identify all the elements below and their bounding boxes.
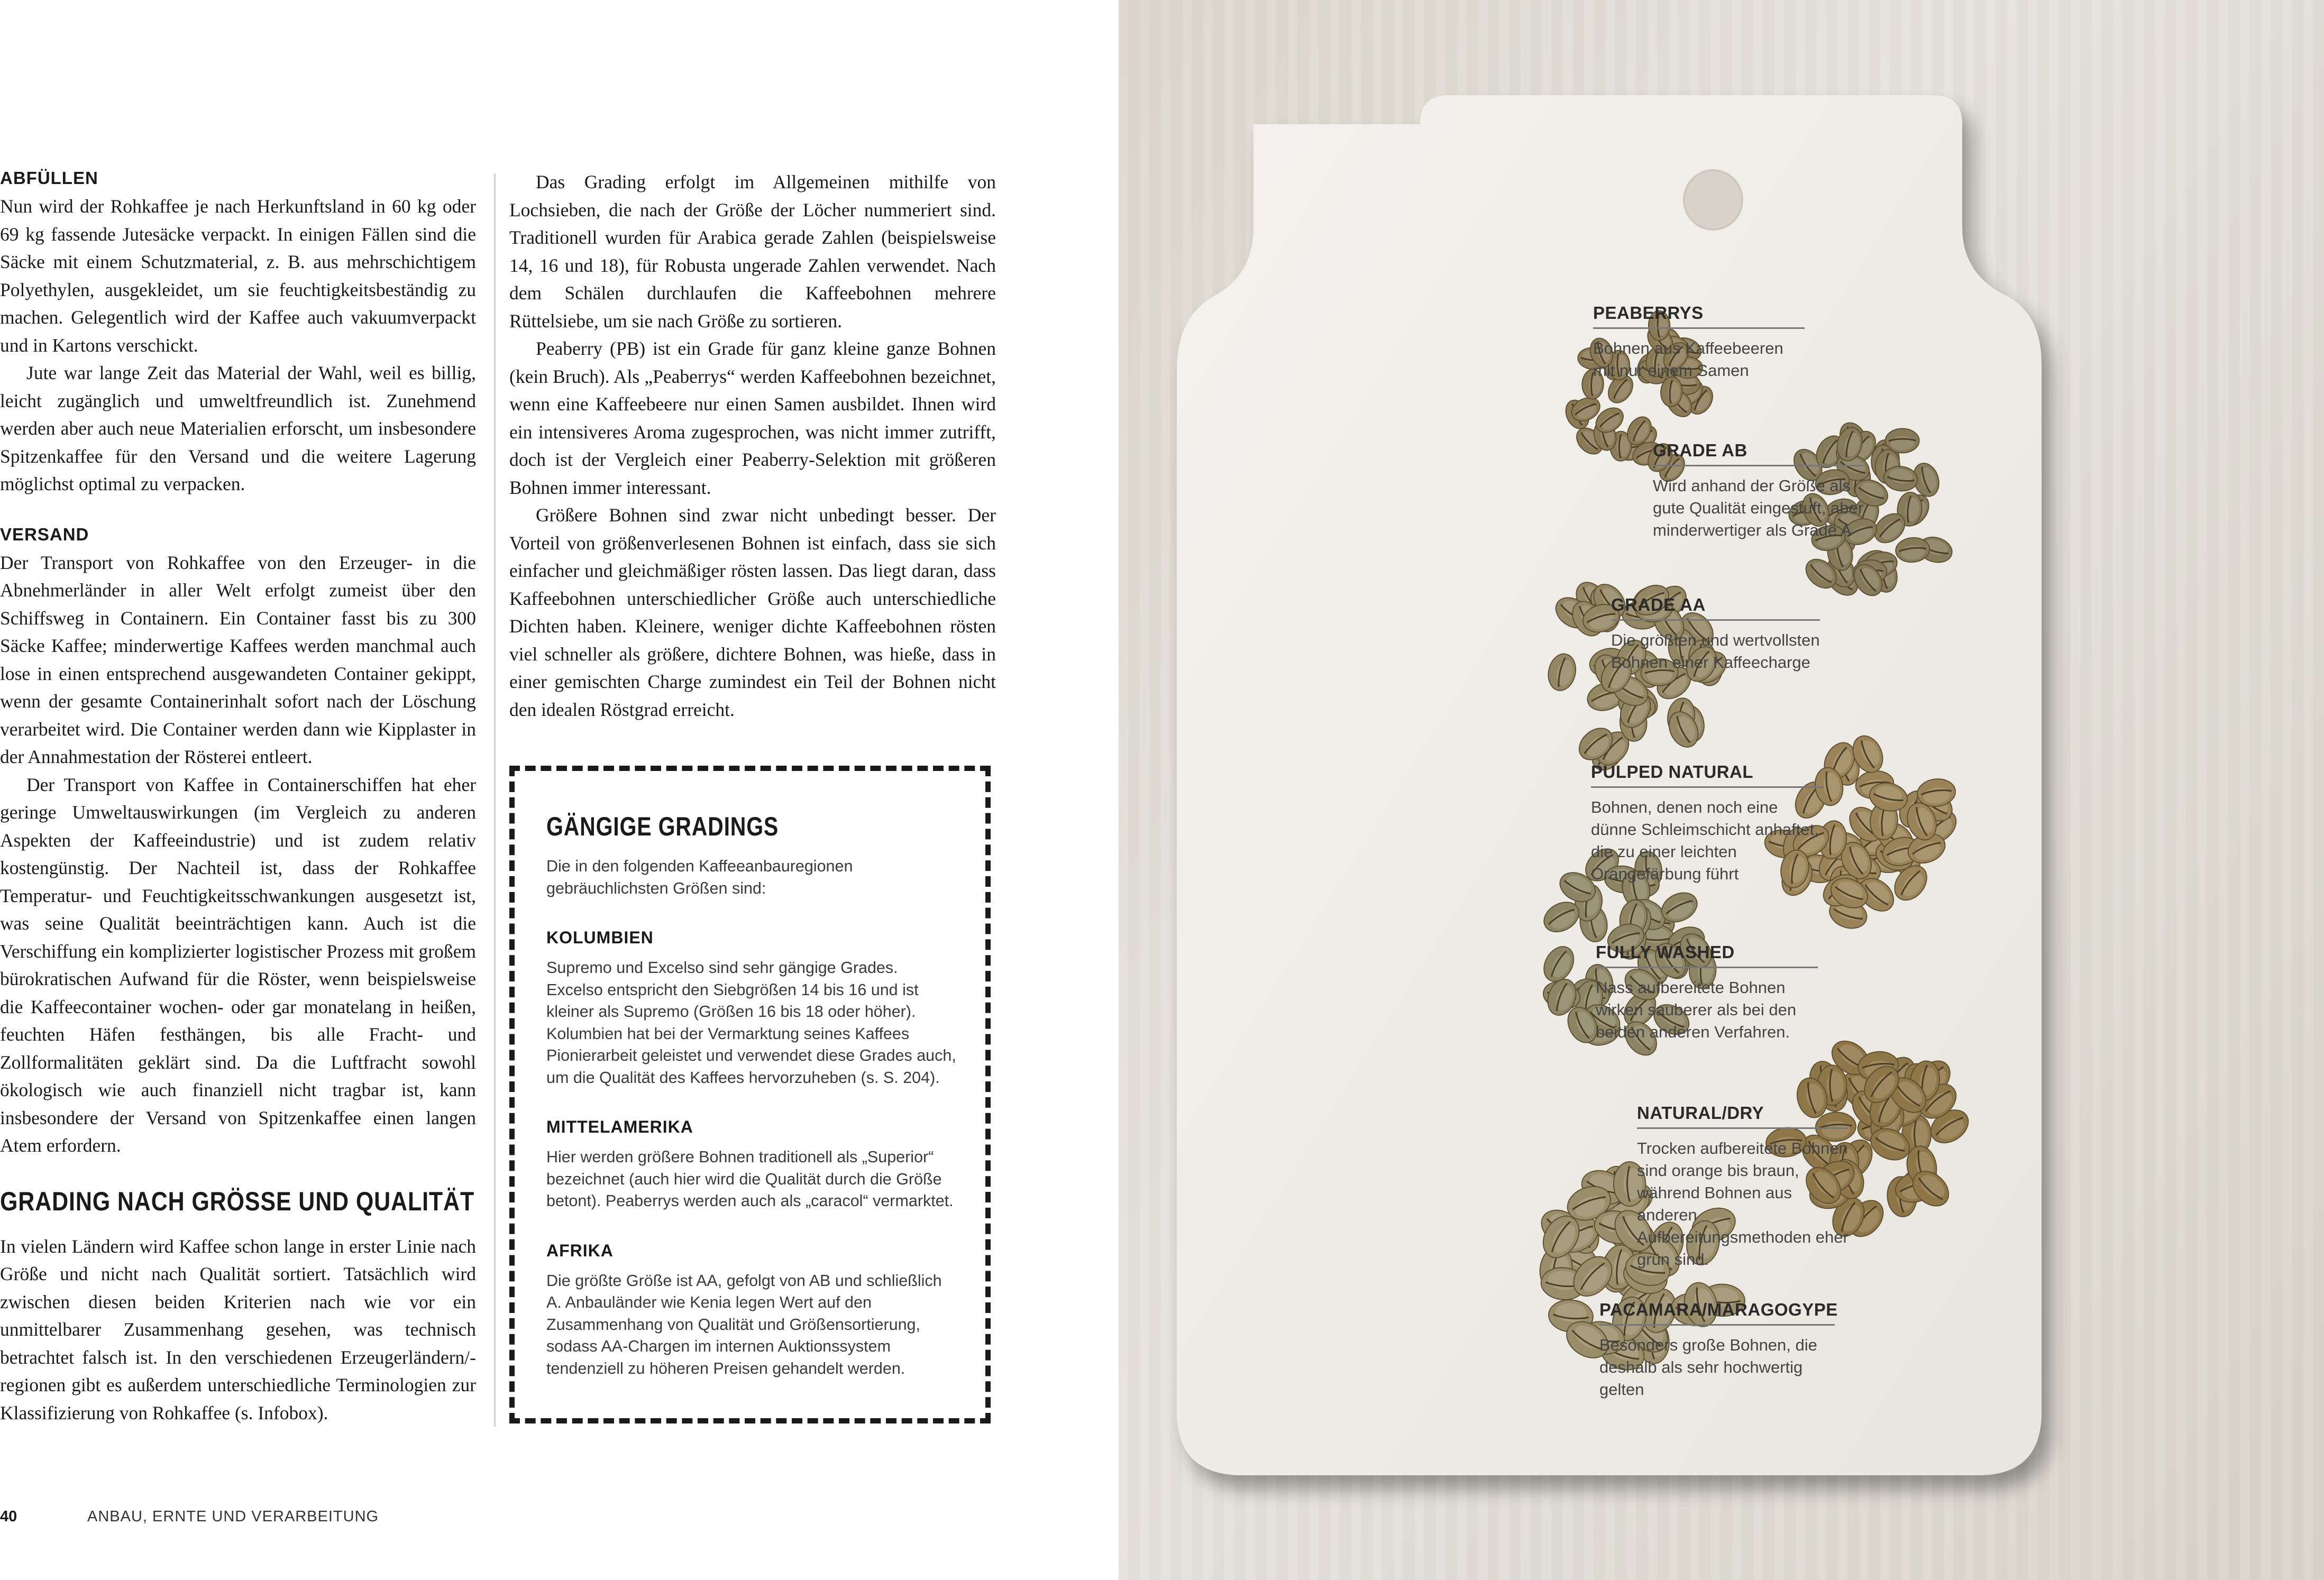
label-peaberrys <box>1593 303 1805 382</box>
infobox-subheading-mittelamerika: MITTELAMERIKA <box>546 1117 693 1136</box>
paragraph: Der Transport von Kaffee in Containerschiffen hat eher geringe Umweltauswirkungen (im Vergleich zu anderen Aspekten der Kaffeeindustrie) und ist zudem relativ kostengünstig. Der Nachteil ist, dass der Rohkaffee Temperatur- und Feuchtigkeitsschwankungen ausgesetzt ist, was seine Qualität beeinträchtigen kann. Auch ist die Verschiffung ein komplizierter logistischer Prozess mit großem bürokratischen Aufwand für die Röster, wenn beispielsweise die Kaffeecontainer wochen- oder gar monatelang in heißen, feuchten Häfen festhängen, bis alle Fracht- und Zollformalitäten geklärt sind. Da die Luftfracht sowohl ökologisch wie auch finanziell nicht tragbar ist, kann insbesondere der Versand von Spitzenkaffee einen langen Atem erfordern. <box>0 774 476 1156</box>
section-heading-grading: GRADING NACH GRÖSSE UND QUALITÄT <box>0 1186 475 1216</box>
text-column-2 <box>509 168 996 723</box>
label-description: Wird anhand der Größe als gute Qualität eingestuft, aber minderwertiger als Grade A <box>1653 476 1864 539</box>
section-heading-versand: VERSAND <box>0 524 89 544</box>
text-column-1 <box>0 168 476 1427</box>
label-title: GRADE AA <box>1611 595 1820 621</box>
column-divider <box>494 173 496 1427</box>
label-grade-ab <box>1653 440 1864 541</box>
label-title: NATURAL/DRY <box>1637 1103 1849 1129</box>
paragraph: In vielen Ländern wird Kaffee schon lange in erster Linie nach Größe und nicht nach Qualität sortiert. Tatsächlich wird zwischen diesen beiden Kriterien nach wie vor ein unmittelbarer Zusammenhang gesehen, was technisch betrachtet falsch ist. In den verschiedenen Erzeugerländern/-regionen gibt es außerdem unterschiedliche Terminologien zur Klassifizierung von Rohkaffee (s. Infobox). <box>0 1235 476 1423</box>
label-natural-dry <box>1637 1103 1849 1271</box>
label-description: Besonders große Bohnen, die deshalb als sehr hochwertig gelten <box>1599 1336 1817 1399</box>
label-title: PEABERRYS <box>1593 303 1805 329</box>
paragraph: Nun wird der Rohkaffee je nach Herkunftsland in 60 kg oder 69 kg fassende Jutesäcke verpackt. In einigen Fällen sind die Säcke mit einem Schutzmaterial, z. B. aus mehrschichtigem Polyethylen, ausgekleidet, um sie feuchtigkeitsbeständig zu machen. Gelegentlich wird der Kaffee auch vakuumverpackt und in Kartons verschickt. <box>0 196 476 356</box>
infobox-text-mittelamerika: Hier werden größere Bohnen traditionell als „Superior“ bezeichnet (auch hier wird die Qualität durch die Größe betont). Peaberrys werden auch als „caracol“ vermarktet. <box>546 1148 954 1210</box>
infobox-title: GÄNGIGE GRADINGS <box>546 812 779 841</box>
label-description: Bohnen aus Kaffeebeeren mit nur einem Samen <box>1593 339 1783 380</box>
label-description: Bohnen, denen noch eine dünne Schleimschicht anhaftet, die zu einer leichten Orangefärbung führt <box>1591 798 1819 883</box>
label-title: PACAMARA/MARAGOGYPE <box>1599 1300 1835 1326</box>
label-title: GRADE AB <box>1653 440 1864 466</box>
infobox-gradings <box>509 766 991 1423</box>
label-pacamara-maragogype <box>1599 1300 1838 1401</box>
infobox-intro: Die in den folgenden Kaffeeanbauregionen gebräuchlichsten Größen sind: <box>546 857 853 897</box>
page-number: 40 <box>0 1508 17 1525</box>
label-grade-aa <box>1611 595 1820 674</box>
label-title: PULPED NATURAL <box>1591 762 1824 788</box>
label-title: FULLY WASHED <box>1596 942 1818 968</box>
label-pulped-natural <box>1591 762 1824 885</box>
label-fully-washed <box>1596 942 1818 1043</box>
coffee-beans-photo <box>1119 0 2324 1580</box>
paragraph: Jute war lange Zeit das Material der Wahl, weil es billig, leicht zugänglich und umweltfreundlich ist. Zunehmend werden aber auch neue Materialien erforscht, um insbesondere Spitzenkaffee für den Versand und die weitere Lagerung möglichst optimal zu verpacken. <box>0 362 476 494</box>
running-footer: ANBAU, ERNTE UND VERARBEITUNG <box>87 1508 379 1525</box>
label-description: Trocken aufbereitete Bohnen sind orange bis braun, während Bohnen aus anderen Aufbereitungsmethoden eher grün sind. <box>1637 1139 1849 1269</box>
left-page <box>0 0 1119 1580</box>
section-heading-abfuellen: ABFÜLLEN <box>0 168 98 188</box>
infobox-text-afrika: Die größte Größe ist AA, gefolgt von AB und schließlich A. Anbauländer wie Kenia legen Wert auf den Zusammenhang von Qualität und Größensortierung, sodass AA-Chargen im internen Auktionssystem tendenziell zu höheren Preisen gehandelt werden. <box>546 1271 942 1377</box>
infobox-text-kolumbien: Supremo und Excelso sind sehr gängige Grades. Excelso entspricht den Siebgrößen 14 bis 16 und ist kleiner als Supremo (Größen 16 bis 18 oder höher). Kolumbien hat bei der Vermarktung seines Kaffees Pionierarbeit geleistet und verwendet diese Grades auch, um die Qualität des Kaffees hervorzuheben (s. S. 204). <box>546 959 956 1087</box>
label-description: Die größten und wertvollsten Bohnen einer Kaffeecharge <box>1611 631 1820 672</box>
infobox-subheading-afrika: AFRIKA <box>546 1241 614 1260</box>
paragraph: Das Grading erfolgt im Allgemeinen mithilfe von Lochsieben, die nach der Größe der Löcher nummeriert sind. Traditionell wurden für Arabica gerade Zahlen (beispielsweise 14, 16 und 18), für Robusta ungerade Zahlen verwendet. Nach dem Schälen durchlaufen die Kaffeebohnen mehrere Rüttelsiebe, um sie nach Größe zu sortieren. <box>509 171 996 332</box>
paragraph: Der Transport von Rohkaffee von den Erzeuger- in die Abnehmerländer in aller Welt erfolgt zumeist über den Schiffsweg in Containern. Ein Container fasst bis zu 300 Säcke Kaffee; minderwertige Kaffees werden manchmal auch lose in einen entsprechend ausgewandeten Container gekippt, wenn der gesamte Containerinhalt sofort nach der Löschung verarbeitet wird. Die Container werden dann wie Kipplaster in der Annahmestation der Rösterei entleert. <box>0 552 476 767</box>
label-description: Nass aufbereitete Bohnen wirken sauberer als bei den beiden anderen Verfahren. <box>1596 978 1797 1041</box>
paragraph: Peaberry (PB) ist ein Grade für ganz kleine ganze Bohnen (kein Bruch). Als „Peaberrys“ werden Kaffeebohnen bezeichnet, wenn eine Kaffeebeere nur einen Samen ausbildet. Ihnen wird ein intensiveres Aroma zugesprochen, was nicht immer zutrifft, doch ist der Vergleich einer Peaberry-Selektion mit größeren Bohnen immer interessant. <box>509 338 996 498</box>
infobox-subheading-kolumbien: KOLUMBIEN <box>546 928 654 947</box>
paragraph: Größere Bohnen sind zwar nicht unbedingt besser. Der Vorteil von größenverlesenen Bohnen ist einfach, dass sie sich einfacher und gleichmäßiger rösten lassen. Das liegt daran, dass Kaffeebohnen unterschiedlicher Größe auch unterschiedliche Dichten haben. Kleinere, weniger dichte Kaffeebohnen rösten viel schneller als größere, dichtere Bohnen, was hieße, dass in einer gemischten Charge zumindest ein Teil der Bohnen nicht den idealen Röstgrad erreicht. <box>509 504 996 720</box>
board-hanging-hole <box>1684 170 1742 229</box>
